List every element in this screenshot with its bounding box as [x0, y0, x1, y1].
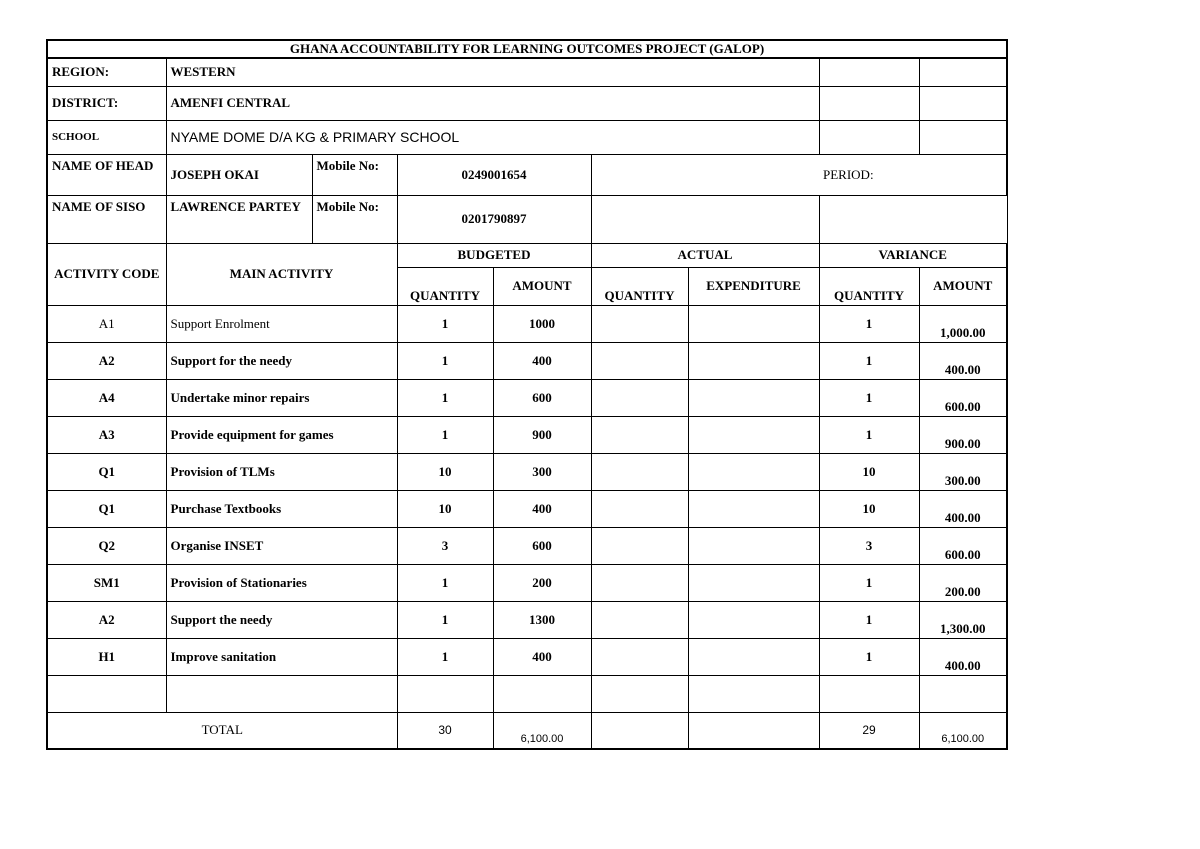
budget-quantity: 1 — [397, 638, 493, 675]
activity-code: A4 — [47, 379, 166, 416]
table-row — [47, 342, 1007, 379]
activity-name: Provide equipment for games — [166, 416, 397, 453]
siso-mobile: 0201790897 — [397, 195, 591, 243]
head-name: JOSEPH OKAI — [166, 154, 312, 195]
variance-quantity: 1 — [819, 638, 919, 675]
activity-name: Organise INSET — [166, 527, 397, 564]
table-row-empty — [47, 675, 1007, 712]
budget-quantity: 1 — [397, 601, 493, 638]
actual-quantity — [591, 490, 688, 527]
variance-amount: 400.00 — [919, 638, 1007, 675]
region-label: REGION: — [47, 58, 166, 86]
table-row — [47, 305, 1007, 342]
variance-quantity: 3 — [819, 527, 919, 564]
budget-amount: 900 — [493, 416, 591, 453]
header-variance-amount: AMOUNT — [919, 267, 1007, 305]
variance-amount: 600.00 — [919, 527, 1007, 564]
budget-sheet — [46, 39, 1008, 750]
budget-amount: 600 — [493, 527, 591, 564]
total-variance-quantity: 29 — [819, 712, 919, 749]
table-row — [47, 564, 1007, 601]
table-row — [47, 416, 1007, 453]
actual-quantity — [591, 379, 688, 416]
header-actual-quantity: QUANTITY — [591, 267, 688, 305]
head-label: NAME OF HEAD — [47, 154, 166, 195]
budget-quantity: 1 — [397, 342, 493, 379]
activity-code: Q2 — [47, 527, 166, 564]
actual-quantity — [591, 638, 688, 675]
budget-quantity: 10 — [397, 490, 493, 527]
actual-expenditure — [688, 601, 819, 638]
blank-cell — [688, 675, 819, 712]
budget-quantity: 1 — [397, 305, 493, 342]
activity-code: A2 — [47, 601, 166, 638]
actual-quantity — [591, 601, 688, 638]
table-row — [47, 638, 1007, 675]
variance-amount: 400.00 — [919, 490, 1007, 527]
budget-amount: 600 — [493, 379, 591, 416]
budget-quantity: 1 — [397, 416, 493, 453]
siso-label: NAME OF SISO — [47, 195, 166, 243]
variance-amount: 200.00 — [919, 564, 1007, 601]
total-variance-amount: 6,100.00 — [919, 712, 1007, 749]
budget-amount: 400 — [493, 342, 591, 379]
blank-cell — [819, 120, 919, 154]
header-actual: ACTUAL — [591, 243, 819, 267]
variance-quantity: 1 — [819, 342, 919, 379]
activity-code: H1 — [47, 638, 166, 675]
budget-table — [46, 39, 1008, 750]
actual-quantity — [591, 564, 688, 601]
siso-name: LAWRENCE PARTEY — [166, 195, 312, 243]
activity-name: Purchase Textbooks — [166, 490, 397, 527]
actual-quantity — [591, 342, 688, 379]
activity-code: SM1 — [47, 564, 166, 601]
blank-cell — [591, 675, 688, 712]
head-mobile-label: Mobile No: — [312, 154, 397, 195]
actual-expenditure — [688, 416, 819, 453]
total-budget-amount: 6,100.00 — [493, 712, 591, 749]
actual-quantity — [591, 305, 688, 342]
budget-amount: 1300 — [493, 601, 591, 638]
header-variance: VARIANCE — [819, 243, 1007, 267]
table-row — [47, 379, 1007, 416]
blank-cell — [47, 675, 166, 712]
blank-cell — [493, 675, 591, 712]
budget-amount: 300 — [493, 453, 591, 490]
activity-name: Improve sanitation — [166, 638, 397, 675]
variance-amount: 1,300.00 — [919, 601, 1007, 638]
variance-quantity: 1 — [819, 305, 919, 342]
school-label: SCHOOL — [47, 120, 166, 154]
period-spacer — [591, 154, 819, 195]
blank-cell — [819, 195, 1007, 243]
variance-quantity: 10 — [819, 453, 919, 490]
budget-amount: 400 — [493, 490, 591, 527]
blank-cell — [819, 58, 919, 86]
variance-quantity: 1 — [819, 379, 919, 416]
activity-code: Q1 — [47, 490, 166, 527]
table-row — [47, 601, 1007, 638]
budget-amount: 400 — [493, 638, 591, 675]
activity-name: Undertake minor repairs — [166, 379, 397, 416]
activity-code: A2 — [47, 342, 166, 379]
actual-expenditure — [688, 453, 819, 490]
total-actual-expenditure — [688, 712, 819, 749]
header-variance-quantity: QUANTITY — [819, 267, 919, 305]
variance-quantity: 1 — [819, 416, 919, 453]
head-mobile: 0249001654 — [397, 154, 591, 195]
header-budgeted: BUDGETED — [397, 243, 591, 267]
activity-name: Provision of TLMs — [166, 453, 397, 490]
actual-quantity — [591, 416, 688, 453]
blank-cell — [591, 195, 819, 243]
actual-expenditure — [688, 638, 819, 675]
district-value: AMENFI CENTRAL — [166, 86, 819, 120]
actual-expenditure — [688, 527, 819, 564]
header-budget-quantity: QUANTITY — [397, 267, 493, 305]
region-value: WESTERN — [166, 58, 819, 86]
header-activity-code: ACTIVITY CODE — [47, 243, 166, 305]
activity-name: Support Enrolment — [166, 305, 397, 342]
budget-amount: 200 — [493, 564, 591, 601]
actual-expenditure — [688, 564, 819, 601]
period-label: PERIOD: — [819, 154, 1007, 195]
blank-cell — [919, 58, 1007, 86]
total-budget-quantity: 30 — [397, 712, 493, 749]
actual-quantity — [591, 527, 688, 564]
blank-cell — [397, 675, 493, 712]
actual-expenditure — [688, 490, 819, 527]
total-label: TOTAL — [47, 712, 397, 749]
blank-cell — [166, 675, 397, 712]
sheet-title: GHANA ACCOUNTABILITY FOR LEARNING OUTCOMES PROJECT (GALOP) — [47, 40, 1007, 58]
table-row — [47, 527, 1007, 564]
actual-expenditure — [688, 305, 819, 342]
blank-cell — [919, 120, 1007, 154]
header-actual-expenditure: EXPENDITURE — [688, 267, 819, 305]
activity-code: Q1 — [47, 453, 166, 490]
variance-amount: 1,000.00 — [919, 305, 1007, 342]
actual-quantity — [591, 453, 688, 490]
variance-quantity: 1 — [819, 601, 919, 638]
blank-cell — [919, 86, 1007, 120]
actual-expenditure — [688, 379, 819, 416]
total-row — [47, 712, 1007, 749]
variance-amount: 400.00 — [919, 342, 1007, 379]
budget-quantity: 1 — [397, 564, 493, 601]
header-main-activity: MAIN ACTIVITY — [166, 243, 397, 305]
table-row — [47, 453, 1007, 490]
siso-mobile-label: Mobile No: — [312, 195, 397, 243]
budget-quantity: 1 — [397, 379, 493, 416]
blank-cell — [819, 675, 919, 712]
variance-amount: 600.00 — [919, 379, 1007, 416]
variance-quantity: 10 — [819, 490, 919, 527]
actual-expenditure — [688, 342, 819, 379]
activity-code: A3 — [47, 416, 166, 453]
variance-amount: 300.00 — [919, 453, 1007, 490]
activity-name: Support the needy — [166, 601, 397, 638]
school-value: NYAME DOME D/A KG & PRIMARY SCHOOL — [166, 120, 819, 154]
budget-quantity: 10 — [397, 453, 493, 490]
activity-code: A1 — [47, 305, 166, 342]
budget-amount: 1000 — [493, 305, 591, 342]
activity-name: Provision of Stationaries — [166, 564, 397, 601]
total-actual-quantity — [591, 712, 688, 749]
budget-quantity: 3 — [397, 527, 493, 564]
blank-cell — [819, 86, 919, 120]
table-row — [47, 490, 1007, 527]
district-label: DISTRICT: — [47, 86, 166, 120]
variance-quantity: 1 — [819, 564, 919, 601]
header-budget-amount: AMOUNT — [493, 267, 591, 305]
variance-amount: 900.00 — [919, 416, 1007, 453]
blank-cell — [919, 675, 1007, 712]
activity-name: Support for the needy — [166, 342, 397, 379]
